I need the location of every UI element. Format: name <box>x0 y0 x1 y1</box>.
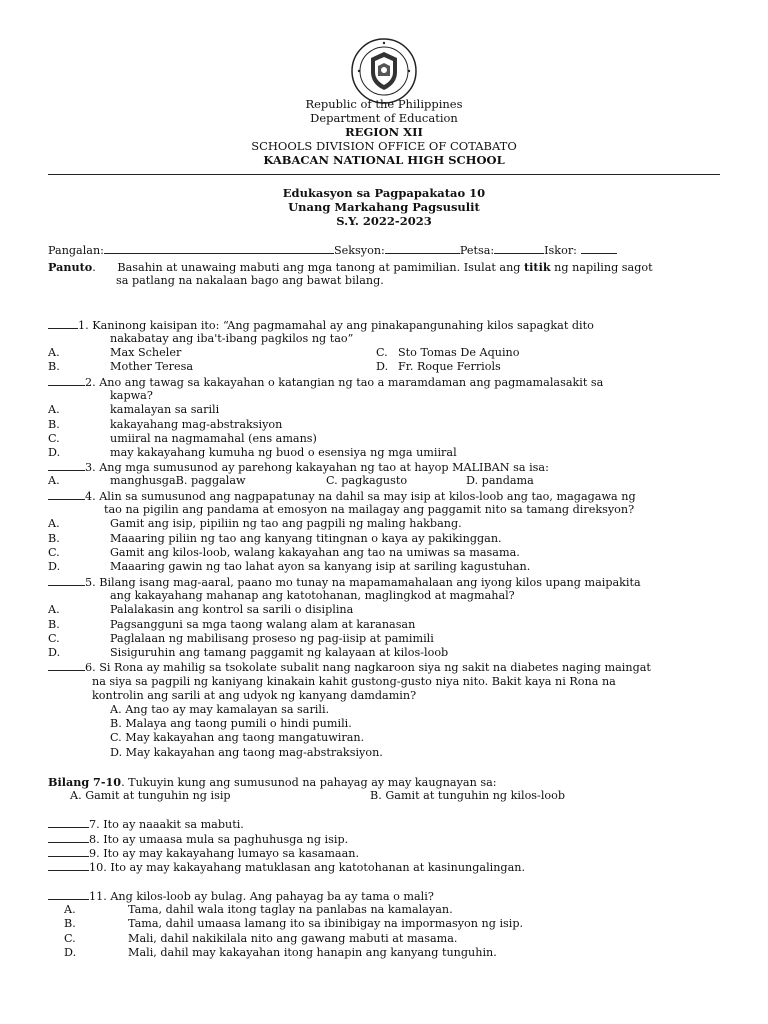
answer-blank-8[interactable] <box>48 832 89 843</box>
question-1: 1. Kaninong kaisipan ito: “Ang pagmamahal ay ang pinakapangunahing kilos sapagkat dito <box>48 318 720 333</box>
answer-blank-9[interactable] <box>48 846 89 857</box>
q4-choice-c: Gamit ang kilos-loob, walang kakayahan ang tao na umiwas sa masama. <box>110 546 520 559</box>
question-10: 10. Ito ay may kakayahang matuklasan ang katotohanan at kasinungalingan. <box>48 860 525 875</box>
q5-choice-d: Sisiguruhin ang tamang paggamit ng kalayaan at kilos-loob <box>110 646 449 659</box>
pangalan-field[interactable] <box>104 243 334 254</box>
answer-blank-5[interactable] <box>48 575 85 586</box>
q1-letter-b: B. <box>48 360 60 373</box>
question-6: 6. Si Rona ay mahilig sa tsokolate subalit nang nagkaroon siya ng sakit na diabetes naging maingat <box>48 660 651 675</box>
exam-title: Unang Markahang Pagsusulit <box>288 200 480 214</box>
q2-letter-b: B. <box>48 418 60 431</box>
q4-choice-d: Maaaring gawin ng tao lahat ayon sa kanyang isip at sariling kagustuhan. <box>110 560 531 573</box>
q1-choice-b: Mother Teresa <box>110 360 194 373</box>
q5-choice-c: Paglalaan ng mabilisang proseso ng pag-iisip at pamimili <box>110 632 434 645</box>
q2-choice-c: umiiral na nagmamahal (ens amans) <box>110 432 317 445</box>
q11-choice-b: Tama, dahil umaasa lamang ito sa ibinibigay na impormasyon ng isip. <box>128 917 524 930</box>
header-republic: Republic of the Philippines <box>305 97 463 111</box>
q5-letter-c: C. <box>48 632 60 645</box>
q4-letter-d: D. <box>48 560 61 573</box>
q2-letter-a: A. <box>48 403 60 416</box>
q4-choice-a: Gamit ang isip, pipiliin ng tao ang pagpili ng maling hakbang. <box>110 517 462 530</box>
q11-letter-a: A. <box>64 903 76 916</box>
q4-letter-c: C. <box>48 546 60 559</box>
q11-letter-c: C. <box>64 932 76 945</box>
answer-blank-10[interactable] <box>48 860 89 871</box>
answer-blank-1[interactable] <box>48 318 78 329</box>
q4-letter-b: B. <box>48 532 60 545</box>
question-6-cont1: na siya sa pagpili ng kaniyang kinakain kahit gustong-gusto niya nito. Bakit kaya ni Rona na <box>92 675 616 688</box>
question-11: 11. Ang kilos-loob ay bulag. Ang pahayag ba ay tama o mali? <box>48 889 434 904</box>
answer-blank-6[interactable] <box>48 660 85 671</box>
iskor-field[interactable] <box>581 243 617 254</box>
iskor-label: Iskor: <box>544 244 577 257</box>
q4-choice-b: Maaaring piliin ng tao ang kanyang titingnan o kaya ay pakikinggan. <box>110 532 502 545</box>
school-year: S.Y. 2022-2023 <box>336 214 432 228</box>
q1-letter-a: A. <box>48 346 60 359</box>
answer-blank-7[interactable] <box>48 817 89 828</box>
q11-choice-c: Mali, dahil nakikilala nito ang gawang mabuti at masama. <box>128 932 458 945</box>
petsa-field[interactable] <box>494 243 544 254</box>
header-department: Department of Education <box>310 111 458 125</box>
q3-choice-d: D. pandama <box>466 474 534 487</box>
q6-choice-a: A. Ang tao ay may kamalayan sa sarili. <box>110 703 330 716</box>
question-3: 3. Ang mga sumusunod ay parehong kakayahan ng tao at hayop MALIBAN sa isa: <box>48 460 549 475</box>
q5-letter-b: B. <box>48 618 60 631</box>
question-9: 9. Ito ay may kakayahang lumayo sa kasamaan. <box>48 846 359 861</box>
q5-choice-a: Palalakasin ang kontrol sa sarili o disiplina <box>110 603 354 616</box>
answer-blank-2[interactable] <box>48 375 85 386</box>
q11-letter-b: B. <box>64 917 76 930</box>
question-6-cont2: kontrolin ang sarili at ang udyok ng kanyang damdamin? <box>92 689 417 702</box>
q5-letter-a: A. <box>48 603 60 616</box>
question-4: 4. Alin sa sumusunod ang nagpapatunay na dahil sa may isip at kilos-loob ang tao, magagawa ng <box>48 489 636 504</box>
q5-choice-b: Pagsangguni sa mga taong walang alam at karanasan <box>110 618 416 631</box>
q2-choice-a: kamalayan sa sarili <box>110 403 220 416</box>
q4-letter-a: A. <box>48 517 60 530</box>
question-2: 2. Ano ang tawag sa kakayahan o katangian ng tao a maramdaman ang pagmamalasakit sa <box>48 375 603 390</box>
deped-seal-logo <box>351 38 417 104</box>
q3-letter-a: A. <box>48 474 60 487</box>
q5-letter-d: D. <box>48 646 61 659</box>
bilang-choice-b: B. Gamit at tunguhin ng kilos-loob <box>370 789 566 802</box>
q2-choice-d: may kakayahang kumuha ng buod o esensiya ng mga umiiral <box>110 446 457 459</box>
question-4-cont: tao na pigilin ang pandama at emosyon na mailagay ang paggamit nito sa tamang direksyon? <box>104 503 635 516</box>
question-5-cont: ang kakayahang mahanap ang katotohanan, maglingkod at magmahal? <box>110 589 515 602</box>
petsa-label: Petsa: <box>459 244 495 257</box>
question-8: 8. Ito ay umaasa mula sa paghuhusga ng isip. <box>48 832 348 847</box>
header-school: KABACAN NATIONAL HIGH SCHOOL <box>263 153 505 167</box>
header-divider <box>48 174 720 175</box>
seksyon-label: Seksyon: <box>333 244 385 257</box>
q11-choice-d: Mali, dahil may kakayahan itong hanapin ang kanyang tunguhin. <box>128 946 497 959</box>
bilang-choice-a: A. Gamit at tunguhin ng isip <box>70 789 231 802</box>
question-1-cont: nakabatay ang iba't-ibang pagkilos ng tao” <box>110 332 354 345</box>
q6-choice-b: B. Malaya ang taong pumili o hindi pumili. <box>110 717 352 730</box>
q3-choice-ab: manghusgaB. paggalaw <box>110 474 246 487</box>
panuto-label: Panuto <box>48 260 93 274</box>
panuto-line1: Panuto. Basahin at unawaing mabuti ang mga tanong at pamimilian. Isulat ang titik ng napiling sagot <box>48 260 653 274</box>
q2-letter-d: D. <box>48 446 61 459</box>
answer-blank-11[interactable] <box>48 889 89 900</box>
q1-letter-d: D. <box>376 360 389 373</box>
q11-letter-d: D. <box>64 946 77 959</box>
q1-choice-a: Max Scheler <box>110 346 182 359</box>
pangalan-label: Pangalan: <box>48 244 104 257</box>
header-region: REGION XII <box>345 125 423 139</box>
answer-blank-4[interactable] <box>48 489 85 500</box>
q2-letter-c: C. <box>48 432 60 445</box>
q6-choice-c: C. May kakayahan ang taong mangatuwiran. <box>110 731 365 744</box>
q3-choice-c: C. pagkagusto <box>326 474 408 487</box>
seksyon-field[interactable] <box>385 243 460 254</box>
subject-title: Edukasyon sa Pagpapakatao 10 <box>282 186 486 200</box>
q11-choice-a: Tama, dahil wala itong taglay na panlabas na kamalayan. <box>128 903 453 916</box>
q2-choice-b: kakayahang mag-abstraksiyon <box>110 418 283 431</box>
q1-choice-d: Fr. Roque Ferriols <box>398 360 501 373</box>
q1-letter-c: C. <box>376 346 388 359</box>
question-7: 7. Ito ay naaakit sa mabuti. <box>48 817 244 832</box>
panuto-line2: sa patlang na nakalaan bago ang bawat bilang. <box>116 274 384 287</box>
answer-blank-3[interactable] <box>48 460 85 471</box>
q1-choice-c: Sto Tomas De Aquino <box>398 346 520 359</box>
q6-choice-d: D. May kakayahan ang taong mag-abstraksiyon. <box>110 746 383 759</box>
question-5: 5. Bilang isang mag-aaral, paano mo tunay na mapamamahalaan ang iyong kilos upang maipakita <box>48 575 641 590</box>
bilang-instruction: Bilang 7-10. Tukuyin kung ang sumusunod na pahayag ay may kaugnayan sa: <box>48 775 497 789</box>
student-info-line <box>48 243 617 258</box>
question-2-cont: kapwa? <box>110 389 153 402</box>
header-division: SCHOOLS DIVISION OFFICE OF COTABATO <box>251 139 517 153</box>
